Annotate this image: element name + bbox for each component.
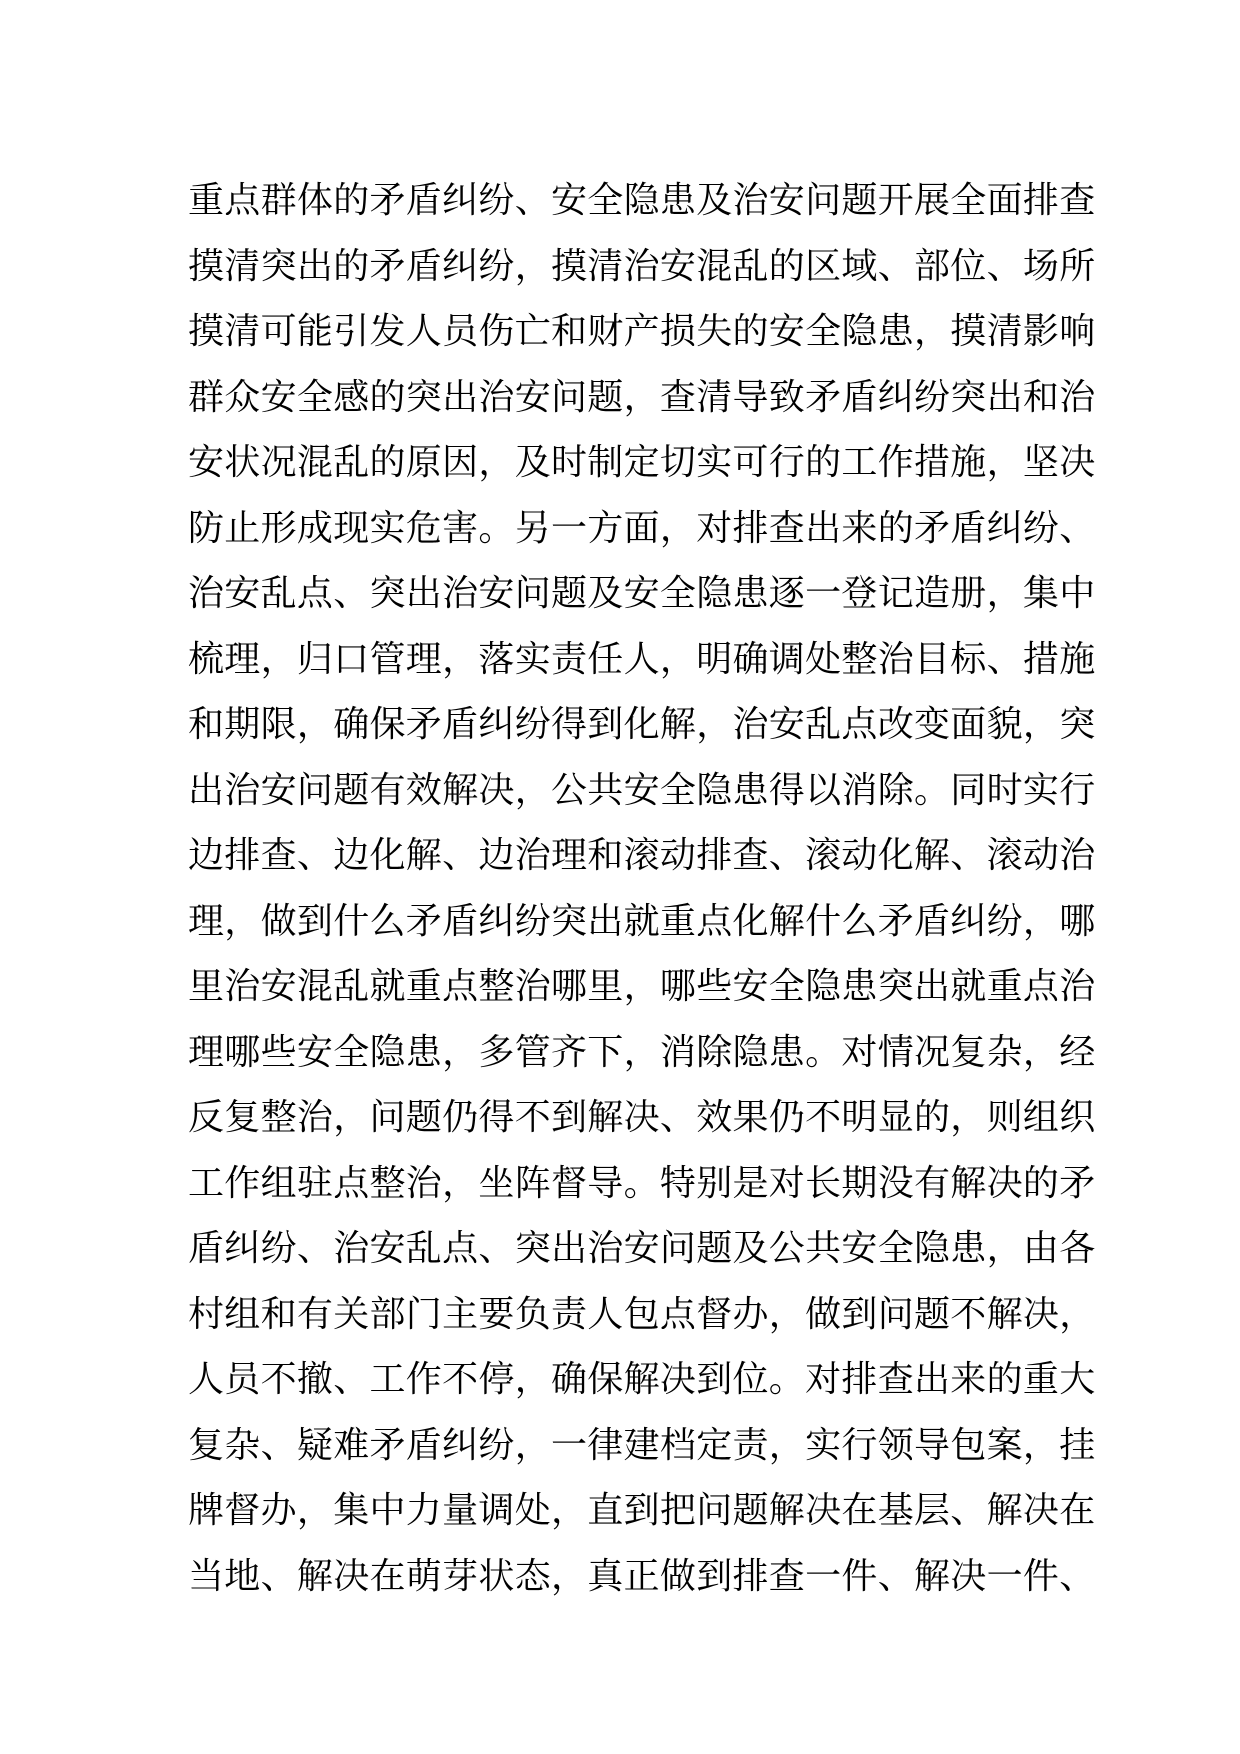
text-line: 当地、解决在萌芽状态，真正做到排查一件、解决一件、 xyxy=(188,1555,1096,1597)
text-line: 摸清突出的矛盾纠纷，摸清治安混乱的区域、部位、场所 xyxy=(188,245,1096,287)
text-line: 出治安问题有效解决，公共安全隐患得以消除。同时实行 xyxy=(188,769,1096,811)
text-line: 反复整治，问题仍得不到解决、效果仍不明显的，则组织 xyxy=(188,1097,1096,1138)
text-line: 牌督办，集中力量调处，直到把问题解决在基层、解决在 xyxy=(188,1490,1096,1531)
text-line: 摸清可能引发人员伤亡和财产损失的安全隐患，摸清影响 xyxy=(188,311,1096,352)
text-line: 理哪些安全隐患，多管齐下，消除隐患。对情况复杂，经 xyxy=(188,1031,1096,1073)
text-line: 里治安混乱就重点整治哪里，哪些安全隐患突出就重点治 xyxy=(188,966,1096,1007)
text-line: 和期限，确保矛盾纠纷得到化解，治安乱点改变面貌，突 xyxy=(188,704,1096,745)
text-line: 梳理，归口管理，落实责任人，明确调处整治目标、措施 xyxy=(188,638,1096,680)
text-line: 盾纠纷、治安乱点、突出治安问题及公共安全隐患，由各 xyxy=(188,1228,1096,1269)
text-line: 安状况混乱的原因，及时制定切实可行的工作措施，坚决 xyxy=(188,442,1096,483)
text-line: 边排查、边化解、边治理和滚动排查、滚动化解、滚动治 xyxy=(188,835,1096,876)
text-line: 村组和有关部门主要负责人包点督办，做到问题不解决， xyxy=(188,1293,1096,1335)
text-line: 群众安全感的突出治安问题，查清导致矛盾纠纷突出和治 xyxy=(188,376,1096,418)
text-line: 工作组驻点整治，坐阵督导。特别是对长期没有解决的矛 xyxy=(188,1162,1096,1204)
body-text xyxy=(188,168,1096,1609)
text-line: 重点群体的矛盾纠纷、安全隐患及治安问题开展全面排查 xyxy=(188,180,1096,221)
text-line: 人员不撤、工作不停，确保解决到位。对排查出来的重大 xyxy=(188,1359,1096,1400)
text-line: 防止形成现实危害。另一方面，对排查出来的矛盾纠纷、 xyxy=(188,507,1096,549)
text-line: 复杂、疑难矛盾纠纷，一律建档定责，实行领导包案，挂 xyxy=(188,1424,1096,1466)
text-line: 理，做到什么矛盾纠纷突出就重点化解什么矛盾纠纷，哪 xyxy=(188,900,1096,942)
text-line: 治安乱点、突出治安问题及安全隐患逐一登记造册，集中 xyxy=(188,573,1096,614)
